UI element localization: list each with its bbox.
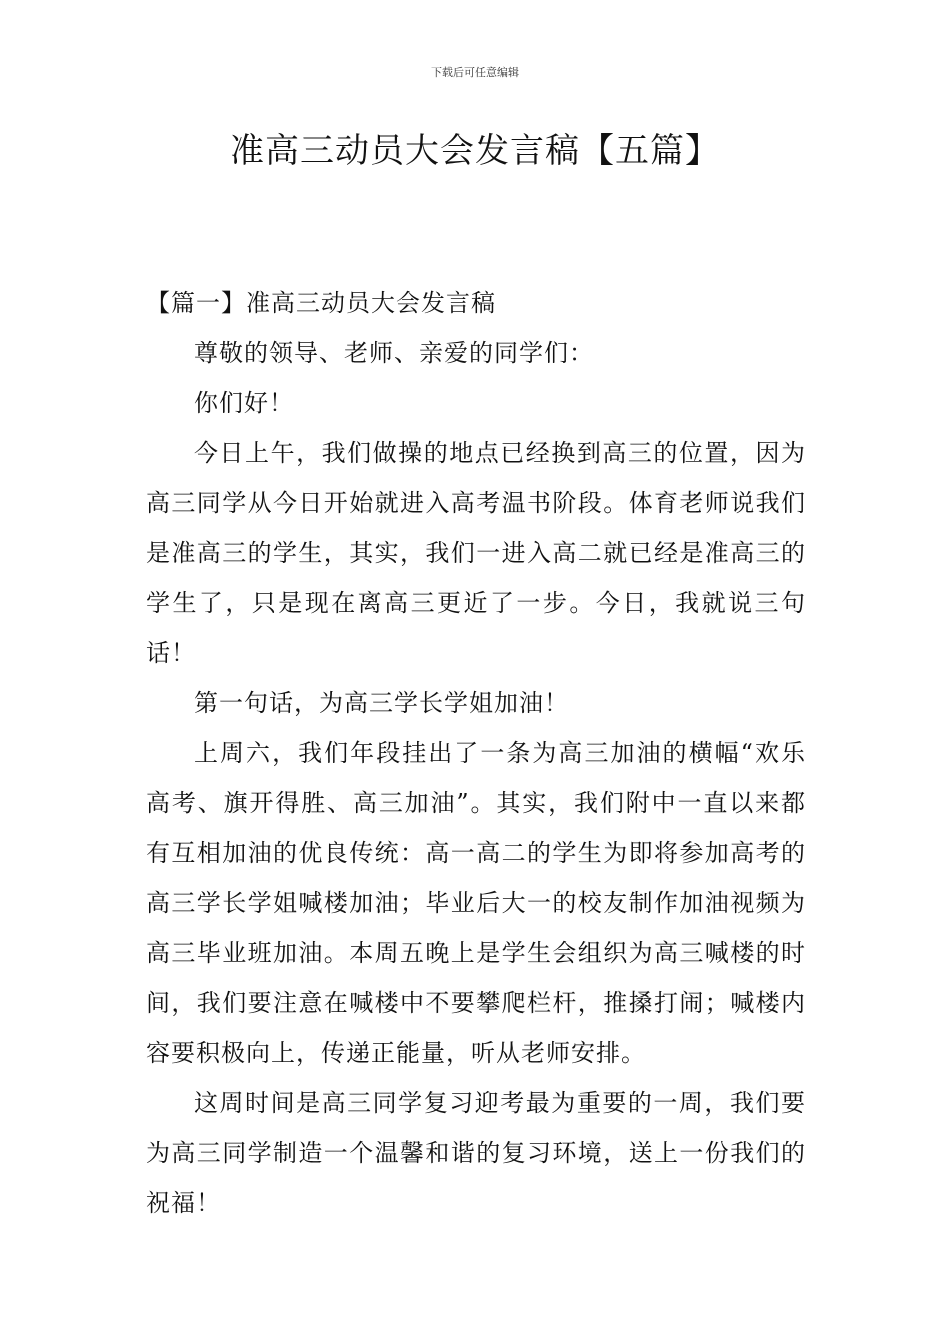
body-paragraph: 这周时间是高三同学复习迎考最为重要的一周，我们要为高三同学制造一个温馨和谐的复习环境，送上一份我们的祝福！ — [146, 1089, 806, 1217]
document-title: 准高三动员大会发言稿【五篇】 — [230, 131, 720, 171]
section-heading: 【篇一】准高三动员大会发言稿 — [146, 289, 496, 317]
body-paragraph: 第一句话，为高三学长学姐加油！ — [194, 689, 569, 717]
greeting-paragraph: 你们好！ — [194, 389, 294, 417]
salutation-paragraph: 尊敬的领导、老师、亲爱的同学们： — [194, 339, 594, 367]
body-paragraph: 上周六，我们年段挂出了一条为高三加油的横幅“欢乐高考、旗开得胜、高三加油”。其实，我们附中一直以来都有互相加油的优良传统：高一高二的学生为即将参加高考的高三学长学姐喊楼加油；毕业后大一的校友制作加油视频为高三毕业班加油。本周五晚上是学生会组织为高三喊楼的时间，我们要注意在喊楼中不要攀爬栏杆，推搡打闹；喊楼内容要积极向上，传递正能量，听从老师安排。 — [146, 739, 806, 1067]
body-paragraph: 今日上午，我们做操的地点已经换到高三的位置，因为高三同学从今日开始就进入高考温书阶段。体育老师说我们是准高三的学生，其实，我们一进入高二就已经是准高三的学生了，只是现在离高三更近了一步。今日，我就说三句话！ — [146, 439, 806, 667]
document-body — [146, 278, 806, 1228]
header-note: 下载后可任意编辑 — [431, 66, 519, 79]
